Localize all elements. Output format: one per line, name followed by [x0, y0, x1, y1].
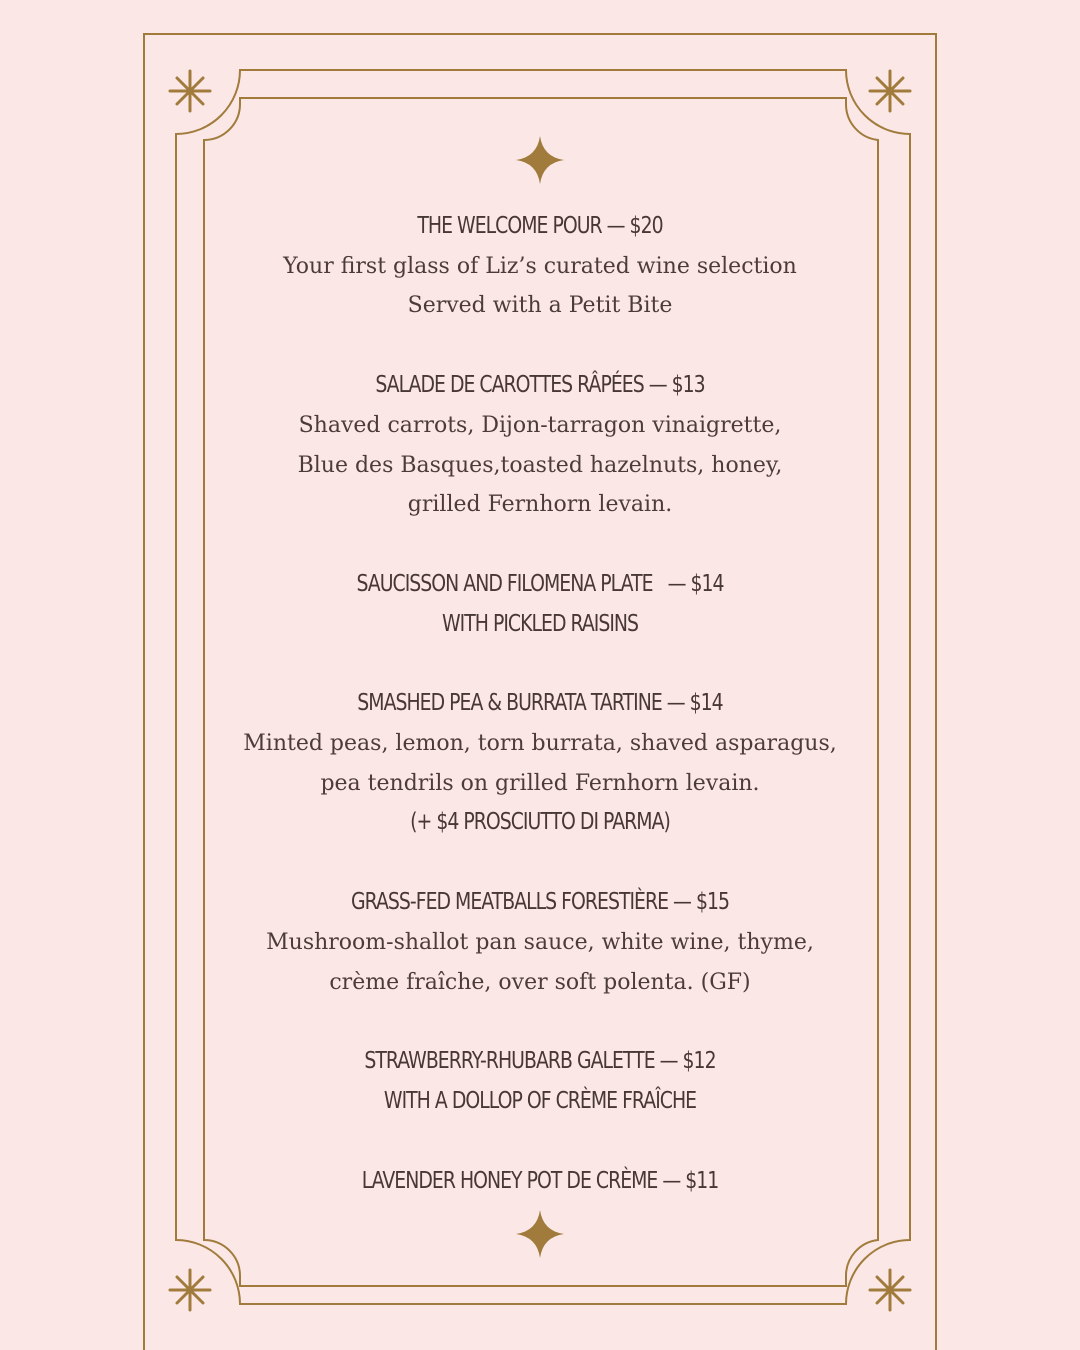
corner-star-top-right-icon — [870, 71, 910, 111]
item-subtitle: WITH A DOLLOP OF CRÈME FRAÎCHE — [383, 1087, 697, 1114]
item-description-line: Mushroom-shallot pan sauce, white wine, thyme, — [266, 929, 814, 955]
menu-list — [200, 207, 880, 1241]
menu-item-galette — [200, 1042, 880, 1121]
item-title: SAUCISSON AND FILOMENA PLATE — $14 — [356, 570, 724, 597]
corner-star-bottom-right-icon — [870, 1270, 910, 1310]
corner-star-bottom-left-icon — [170, 1270, 210, 1310]
item-description-line: pea tendrils on grilled Fernhorn levain. — [320, 770, 760, 796]
corner-star-top-left-icon — [170, 71, 210, 111]
item-title: SMASHED PEA & BURRATA TARTINE — $14 — [357, 690, 723, 717]
menu-item-pea-tartine — [200, 684, 880, 843]
item-description-line: grilled Fernhorn levain. — [407, 492, 673, 518]
item-subtitle: WITH PICKLED RAISINS — [441, 610, 639, 637]
item-title: THE WELCOME POUR — $20 — [417, 213, 663, 239]
menu-item-carottes — [200, 366, 880, 525]
item-description-line: crème fraîche, over soft polenta. (GF) — [329, 969, 751, 995]
item-description-line: Served with a Petit Bite — [407, 293, 673, 319]
item-title: SALADE DE CAROTTES RÂPÉES — $13 — [375, 372, 705, 399]
item-description-line: Minted peas, lemon, torn burrata, shaved asparagus, — [243, 731, 837, 757]
menu-item-saucisson — [200, 565, 880, 644]
item-title: STRAWBERRY-RHUBARB GALETTE — $12 — [364, 1048, 716, 1075]
item-title: LAVENDER HONEY POT DE CRÈME — $11 — [361, 1167, 719, 1194]
menu-item-meatballs — [200, 883, 880, 1002]
item-description-line: Shaved carrots, Dijon-tarragon vinaigrette, — [298, 412, 782, 438]
item-description-line: Your first glass of Liz’s curated wine selection — [283, 253, 797, 279]
top-star-icon — [516, 136, 564, 184]
item-description-line: Blue des Basques,toasted hazelnuts, honey, — [297, 452, 783, 478]
menu-item-pot-de-creme — [200, 1162, 880, 1202]
menu-item-welcome-pour — [200, 207, 880, 326]
item-title: GRASS-FED MEATBALLS FORESTIÈRE — $15 — [351, 889, 729, 916]
item-addon: (+ $4 PROSCIUTTO DI PARMA) — [410, 809, 670, 836]
